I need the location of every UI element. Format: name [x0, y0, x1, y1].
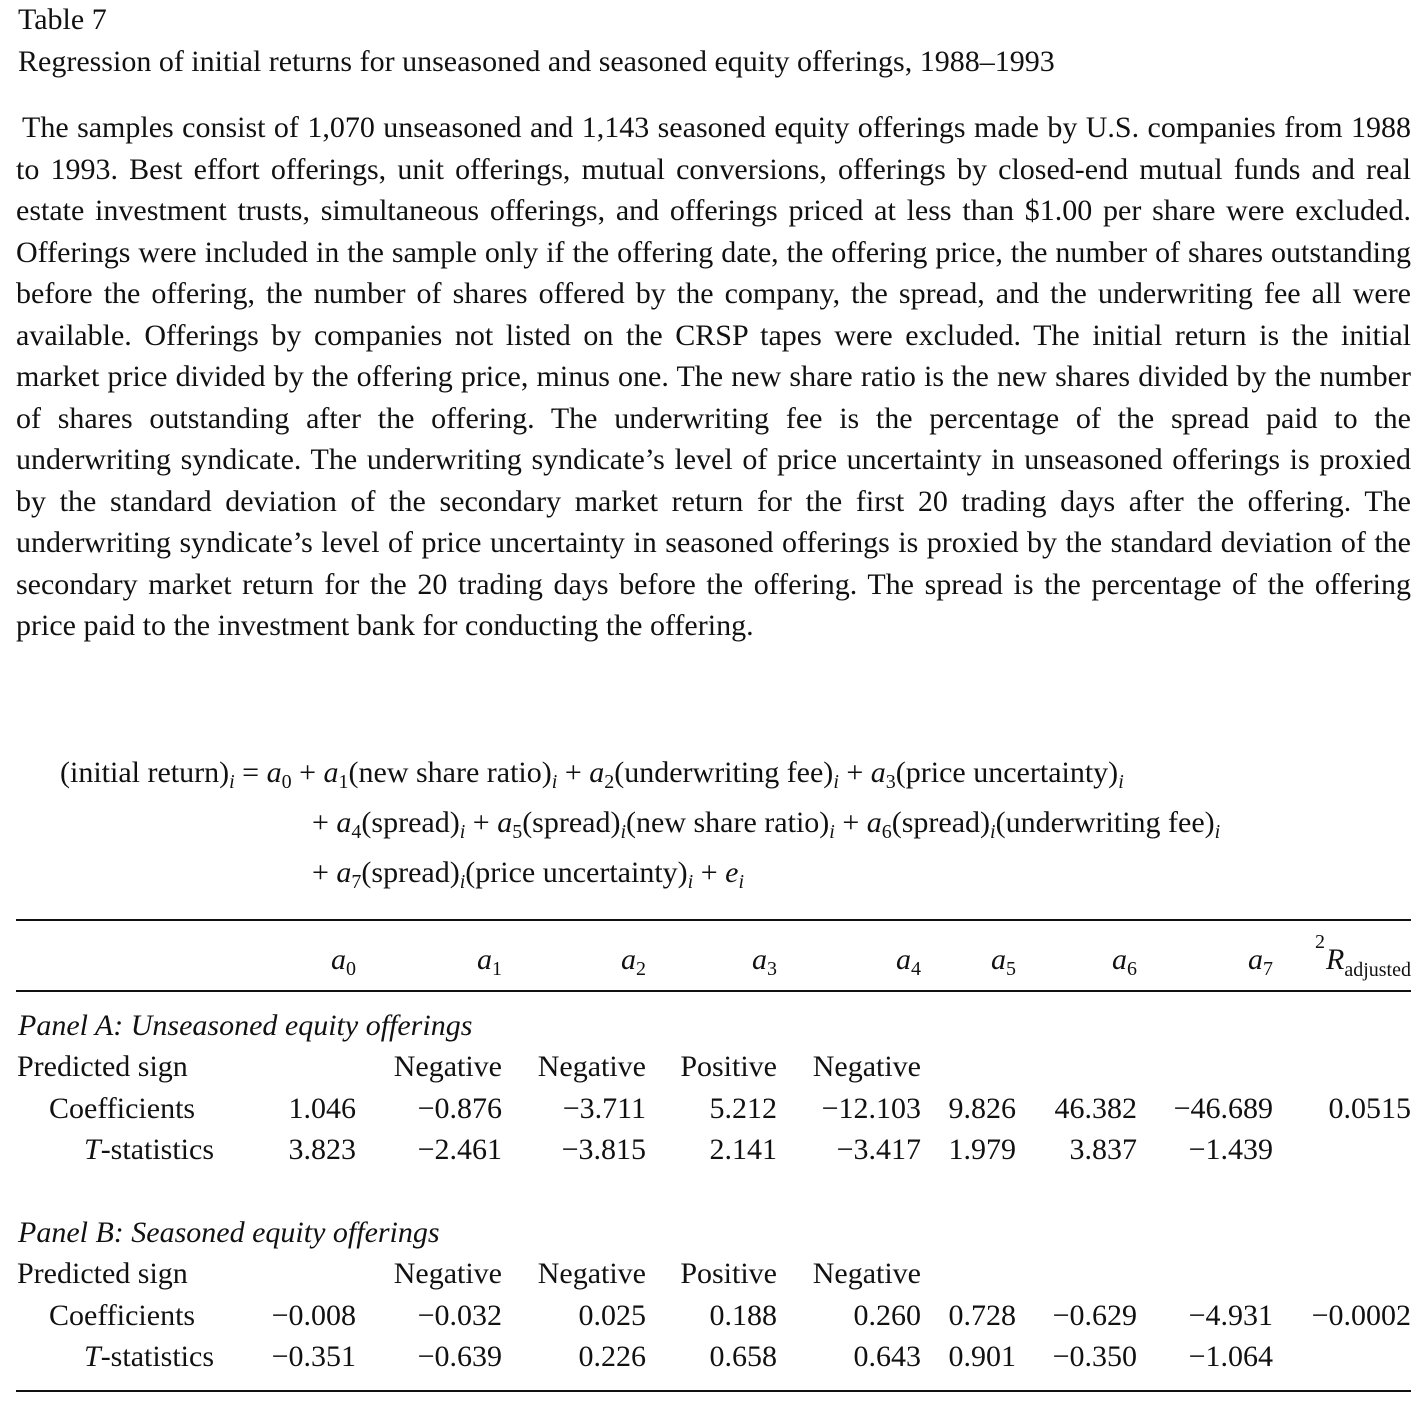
table-title: Regression of initial returns for unseasoned and seasoned equity offerings, 1988–1993 — [18, 45, 1055, 78]
panel-a-t-statistic-a6: 3.837 — [1069, 1133, 1137, 1166]
panel-b-coefficient-a5: 0.728 — [948, 1299, 1016, 1332]
equation-line-2: + $a_4(spread)_i$ + $a_5(spread)_i(new$ share $ratio)_i$ + $a_6(spread)_i(underwriting$ $fee)_i$ — [312, 806, 1221, 843]
panel-b-t-statistic-a7: −1.064 — [1188, 1340, 1273, 1373]
panel-a-t-statistic-a4: −3.417 — [836, 1133, 921, 1166]
panel-b-coefficient-a3: 0.188 — [709, 1299, 777, 1332]
table-caption: The samples consist of 1,070 unseasoned and 1,143 seasoned equity offerings made by U.S. companies from 1988 to 1993. Best effort offerings, unit offerings, mutual conversions, offerings by closed-end mutual funds and real estate investment trusts, simultaneous offerings, and offerings priced at less than $1.00 per share were excluded. Offerings were included in the sample only if the offering date, the offering price, the number of shares outstanding before the offering, the number of shares offered by the company, the spread, and the underwriting fee all were available. Offerings by companies not listed on the CRSP tapes were excluded. The initial return is the initial market price divided by the offering price, minus one. The new share ratio is the new shares divided by the number of shares outstanding after the offering. The underwriting fee is the percentage of the spread paid to the underwriting syndicate. The underwriting syndicate’s level of price uncertainty in unseasoned offerings is proxied by the standard deviation of the secondary market return for the first 20 trading days after the offering. The underwriting syndicate’s level of price uncertainty in seasoned offerings is proxied by the standard deviation of the secondary market return for the 20 trading days before the offering. The spread is the percentage of the offering price paid to the investment bank for conducting the offering. — [16, 111, 1411, 642]
panel-a-coefficient-a3: 5.212 — [709, 1092, 777, 1125]
panel-b-coefficient-a1: −0.032 — [417, 1299, 502, 1332]
panel-b-coefficient-a2: 0.025 — [578, 1299, 646, 1332]
panel-a-t-statistic-a2: −3.815 — [561, 1133, 646, 1166]
panel-b-t-statistic-a4: 0.643 — [853, 1340, 921, 1373]
panel-b-predicted-sign-a3: Positive — [680, 1257, 777, 1290]
panel-b-coefficients-label: Coefficients — [49, 1299, 196, 1332]
panel-a-coefficients-label: Coefficients — [49, 1092, 196, 1125]
panel-a-t-statistic-a7: −1.439 — [1188, 1133, 1273, 1166]
col-header-a1: $a_1$ — [477, 943, 502, 980]
panel-a-predicted-sign-a2: Negative — [537, 1050, 646, 1083]
table-top-rule — [16, 919, 1411, 921]
panel-b-t-statistic-a1: −0.639 — [417, 1340, 502, 1373]
panel-b-coefficient-a0: −0.008 — [271, 1299, 356, 1332]
col-header-a3: $a_3$ — [752, 943, 777, 980]
panel-a-t-statistics-label: T-statistics — [84, 1133, 215, 1166]
panel-a-t-statistic-a3: 2.141 — [709, 1133, 777, 1166]
col-header-a6: $a_6$ — [1112, 943, 1137, 980]
equation-line-3: + $a_7(spread)_i(price$ $uncertainty)_i + e_i$ — [312, 856, 745, 893]
panel-a-t-statistic-a5: 1.979 — [948, 1133, 1016, 1166]
panel-a-coefficient-a5: 9.826 — [948, 1092, 1016, 1125]
panel-a-coefficient-r2: 0.0515 — [1328, 1092, 1411, 1125]
panel-a-t-statistic-a1: −2.461 — [417, 1133, 502, 1166]
col-header-a5: $a_5$ — [991, 943, 1016, 980]
equation-line-1: (initial $return)_i = a_0 + a_1(new$ share $ratio)_i$ + $a_2(underwriting$ $fee)_i$ + $a_3(price$ $uncertainty)_i$ — [60, 756, 1124, 793]
col-header-a0: $a_0$ — [331, 943, 356, 980]
panel-b-title: Panel B: Seasoned equity offerings — [18, 1216, 440, 1249]
panel-b-predicted-sign-a2: Negative — [537, 1257, 646, 1290]
panel-a-predicted-sign-a3: Positive — [680, 1050, 777, 1083]
panel-a-title: Panel A: Unseasoned equity offerings — [18, 1009, 473, 1042]
panel-b-coefficient-r2: −0.0002 — [1311, 1299, 1411, 1332]
panel-b-t-statistics-label: T-statistics — [84, 1340, 215, 1373]
table-bottom-rule — [16, 1390, 1411, 1392]
col-header-a2: $a_2$ — [621, 943, 646, 980]
panel-b-coefficient-a6: −0.629 — [1052, 1299, 1137, 1332]
panel-a-coefficient-a4: −12.103 — [821, 1092, 921, 1125]
col-header-a4: $a_4$ — [896, 943, 921, 980]
panel-a-predicted-sign-a4: Negative — [812, 1050, 921, 1083]
panel-a-coefficient-a2: −3.711 — [562, 1092, 646, 1125]
panel-b-t-statistic-a2: 0.226 — [578, 1340, 646, 1373]
panel-a-t-statistic-a0: 3.823 — [288, 1133, 356, 1166]
panel-a-coefficient-a1: −0.876 — [417, 1092, 502, 1125]
panel-b-t-statistic-a3: 0.658 — [709, 1340, 777, 1373]
panel-b-t-statistic-a5: 0.901 — [948, 1340, 1016, 1373]
panel-a-coefficient-a7: −46.689 — [1173, 1092, 1273, 1125]
panel-a-coefficient-a0: 1.046 — [288, 1092, 356, 1125]
panel-b-predicted-sign-label: Predicted sign — [17, 1257, 188, 1290]
panel-b-coefficient-a7: −4.931 — [1188, 1299, 1273, 1332]
panel-b-t-statistic-a6: −0.350 — [1052, 1340, 1137, 1373]
panel-b-t-statistic-a0: −0.351 — [271, 1340, 356, 1373]
panel-b-predicted-sign-a1: Negative — [393, 1257, 502, 1290]
table-label: Table 7 — [18, 3, 107, 36]
panel-b-coefficient-a4: 0.260 — [853, 1299, 921, 1332]
panel-a-coefficient-a6: 46.382 — [1054, 1092, 1137, 1125]
panel-b-predicted-sign-a4: Negative — [812, 1257, 921, 1290]
col-header-r2-adjusted: $R_{adjusted}$ — [1326, 943, 1411, 981]
col-header-a7: $a_7$ — [1248, 943, 1273, 980]
table-header-rule — [16, 990, 1411, 992]
panel-a-predicted-sign-label: Predicted sign — [17, 1050, 188, 1083]
r2-superscript: 2 — [1315, 931, 1325, 953]
panel-a-predicted-sign-a1: Negative — [393, 1050, 502, 1083]
